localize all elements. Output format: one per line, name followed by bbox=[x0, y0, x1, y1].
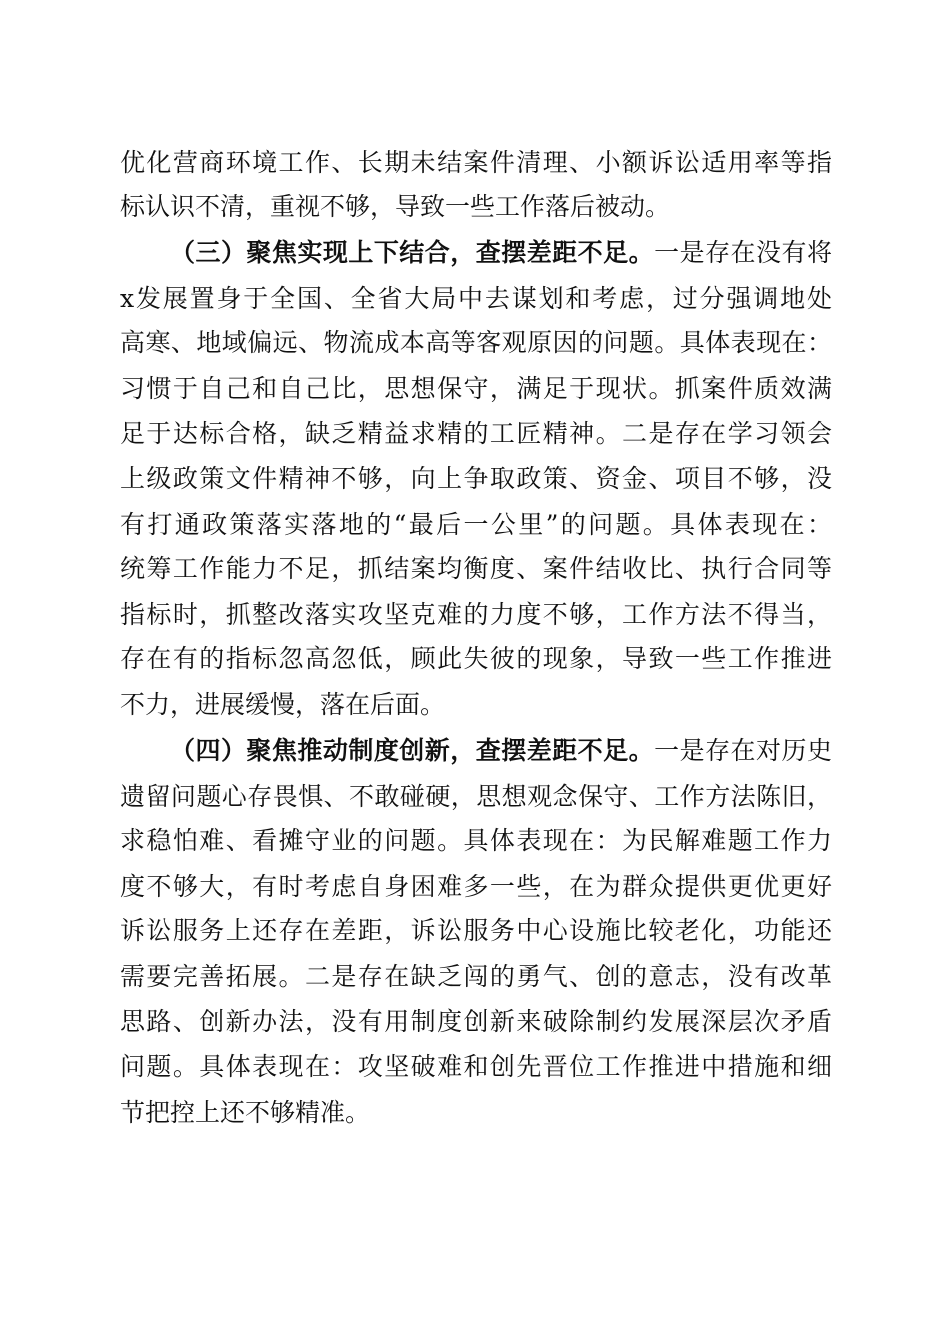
section-4-heading: （四）聚焦推动制度创新，查摆差距不足。 bbox=[170, 736, 655, 765]
paragraph-line: x发展置身于全国、全省大局中去谋划和考虑，过分强调地处 bbox=[120, 284, 832, 313]
paragraph-line: 遗留问题心存畏惧、不敢碰硬，思想观念保守、工作方法陈旧， bbox=[120, 782, 832, 811]
paragraph-line: 诉讼服务上还存在差距，诉讼服务中心设施比较老化，功能还 bbox=[120, 916, 832, 945]
paragraph-line: 统筹工作能力不足，抓结案均衡度、案件结收比、执行合同等 bbox=[120, 554, 832, 583]
section-4-intro: 一是存在对历史 bbox=[654, 736, 832, 765]
paragraph-line: 节把控上还不够精准。 bbox=[120, 1098, 371, 1127]
paragraph-line: 思路、创新办法，没有用制度创新来破除制约发展深层次矛盾 bbox=[120, 1007, 832, 1036]
section-3-heading-line bbox=[170, 233, 832, 273]
paragraph-line: 优化营商环境工作、长期未结案件清理、小额诉讼适用率等指 bbox=[120, 148, 832, 177]
section-3-intro: 一是存在没有将 bbox=[654, 238, 832, 267]
paragraph-line: 问题。具体表现在：攻坚破难和创先晋位工作推进中措施和细 bbox=[120, 1052, 832, 1081]
paragraph-line: 需要完善拓展。二是存在缺乏闯的勇气、创的意志，没有改革 bbox=[120, 962, 832, 991]
paragraph-line: 存在有的指标忽高忽低，顾此失彼的现象，导致一些工作推进 bbox=[120, 644, 832, 673]
paragraph-line: 指标时，抓整改落实攻坚克难的力度不够，工作方法不得当， bbox=[120, 600, 832, 629]
paragraph-line: 度不够大，有时考虑自身困难多一些，在为群众提供更优更好 bbox=[120, 872, 832, 901]
paragraph-line: 不力，进展缓慢，落在后面。 bbox=[120, 690, 446, 719]
paragraph-line: 标认识不清，重视不够，导致一些工作落后被动。 bbox=[120, 192, 671, 221]
section-4-heading-line bbox=[170, 731, 832, 771]
paragraph-line: 求稳怕难、看摊守业的问题。具体表现在：为民解难题工作力 bbox=[120, 826, 832, 855]
paragraph-line: 习惯于自己和自己比，思想保守，满足于现状。抓案件质效满 bbox=[120, 374, 832, 403]
paragraph-line: 高寒、地域偏远、物流成本高等客观原因的问题。具体表现在： bbox=[120, 328, 832, 357]
paragraph-line: 上级政策文件精神不够，向上争取政策、资金、项目不够，没 bbox=[120, 464, 832, 493]
section-3-heading: （三）聚焦实现上下结合，查摆差距不足。 bbox=[170, 238, 655, 267]
paragraph-line: 足于达标合格，缺乏精益求精的工匠精神。二是存在学习领会 bbox=[120, 419, 832, 448]
paragraph-line: 有打通政策落实落地的“最后一公里”的问题。具体表现在： bbox=[120, 510, 832, 539]
